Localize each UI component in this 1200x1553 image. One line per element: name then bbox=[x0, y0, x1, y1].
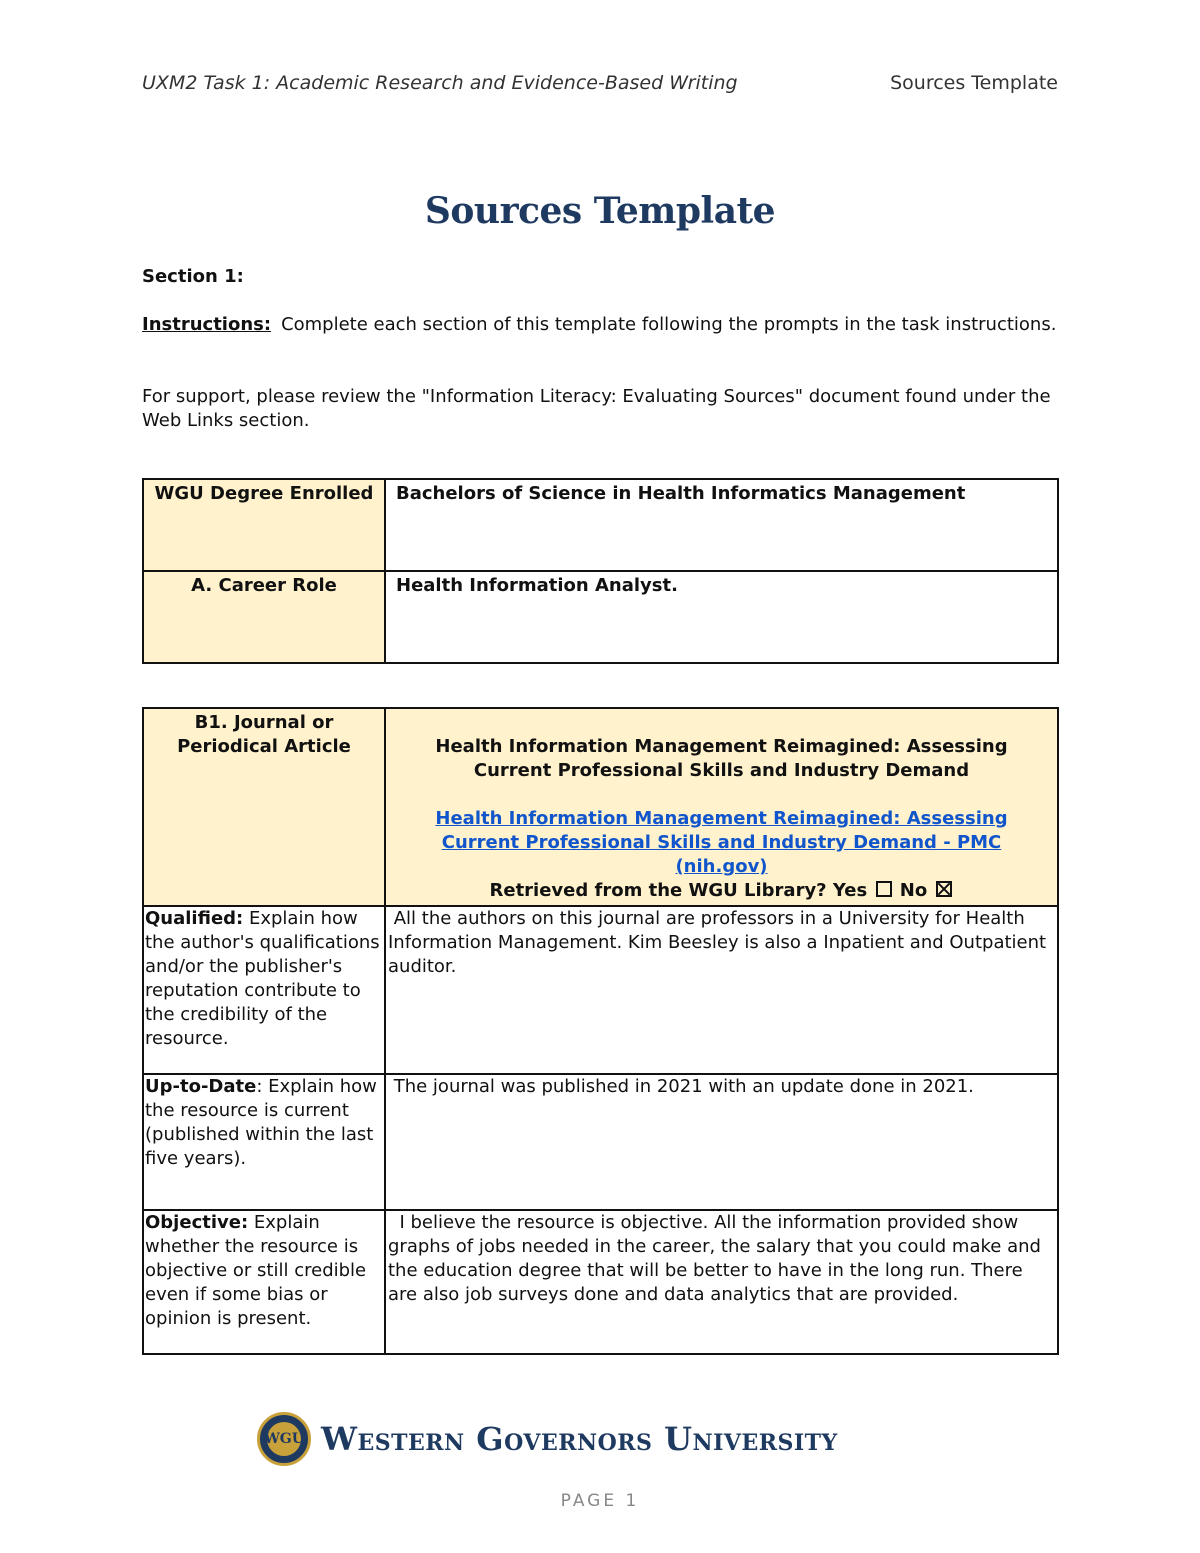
journal-header-cell bbox=[385, 708, 1058, 906]
up-to-date-label-bold: Up-to-Date bbox=[145, 1076, 257, 1097]
university-wordmark: Western Governors University bbox=[321, 1420, 838, 1458]
objective-value[interactable]: I believe the resource is objective. All the information provided show graphs of jobs needed in the career, the salary that you could make and the education degree that will be better to have in the long run. There are also job surveys done and data analytics that are provided. bbox=[385, 1210, 1058, 1354]
instructions-paragraph bbox=[142, 313, 1062, 337]
wgu-logo bbox=[257, 1412, 838, 1466]
article-link[interactable]: Health Information Management Reimagined: Assessing Current Professional Skills and Industry Demand - PMC (nih.gov) bbox=[435, 808, 1008, 877]
retrieved-label: Retrieved from the WGU Library? bbox=[489, 880, 827, 901]
qualified-label bbox=[143, 906, 385, 1074]
degree-value[interactable]: Bachelors of Science in Health Informatics Management bbox=[385, 479, 1058, 571]
wgu-seal-icon bbox=[257, 1412, 311, 1466]
no-checkbox[interactable] bbox=[936, 881, 952, 897]
table-row bbox=[143, 1210, 1058, 1354]
objective-label-bold: Objective: bbox=[145, 1212, 249, 1233]
degree-career-table bbox=[142, 478, 1059, 664]
table-row bbox=[143, 708, 1058, 906]
career-role-value[interactable]: Health Information Analyst. bbox=[385, 571, 1058, 663]
qualified-label-bold: Qualified: bbox=[145, 908, 244, 929]
support-paragraph: For support, please review the "Information Literacy: Evaluating Sources" document found under the Web Links section. bbox=[142, 386, 1051, 431]
table-row bbox=[143, 1074, 1058, 1210]
yes-checkbox[interactable] bbox=[876, 881, 892, 897]
degree-label: WGU Degree Enrolled bbox=[143, 479, 385, 571]
seal-text: WGU bbox=[267, 1422, 301, 1456]
instructions-text: Complete each section of this template following the prompts in the task instructions. bbox=[281, 314, 1057, 335]
career-role-label: A. Career Role bbox=[143, 571, 385, 663]
section-label: Section 1: bbox=[142, 266, 244, 287]
no-label: No bbox=[899, 880, 928, 901]
qualified-value[interactable]: All the authors on this journal are professors in a University for Health Information Management. Kim Beesley is also a Inpatient and Outpatient auditor. bbox=[385, 906, 1058, 1074]
table-row bbox=[143, 479, 1058, 571]
table-row bbox=[143, 906, 1058, 1074]
yes-label: Yes bbox=[832, 880, 868, 901]
journal-header-label: B1. Journal or Periodical Article bbox=[143, 708, 385, 906]
instructions-label: Instructions: bbox=[142, 314, 272, 335]
table-row bbox=[143, 571, 1058, 663]
qualified-label-text: Explain how the author's qualifications and/or the publisher's reputation contribute to the credibility of the resource. bbox=[145, 908, 380, 1049]
page-number: PAGE 1 bbox=[560, 1491, 640, 1511]
page-title: Sources Template bbox=[424, 190, 776, 232]
header-course-title: UXM2 Task 1: Academic Research and Evidence-Based Writing bbox=[142, 72, 738, 94]
retrieved-question bbox=[394, 879, 1049, 903]
header-doc-name: Sources Template bbox=[890, 72, 1058, 94]
journal-article-table bbox=[142, 707, 1059, 1355]
up-to-date-value[interactable]: The journal was published in 2021 with an update done in 2021. bbox=[385, 1074, 1058, 1210]
objective-label bbox=[143, 1210, 385, 1354]
article-title: Health Information Management Reimagined: Assessing Current Professional Skills and Industry Demand bbox=[435, 736, 1008, 781]
objective-label-text: Explain whether the resource is objective or still credible even if some bias or opinion is present. bbox=[145, 1212, 367, 1329]
up-to-date-label-text: : Explain how the resource is current (published within the last five years). bbox=[145, 1076, 377, 1169]
up-to-date-label bbox=[143, 1074, 385, 1210]
